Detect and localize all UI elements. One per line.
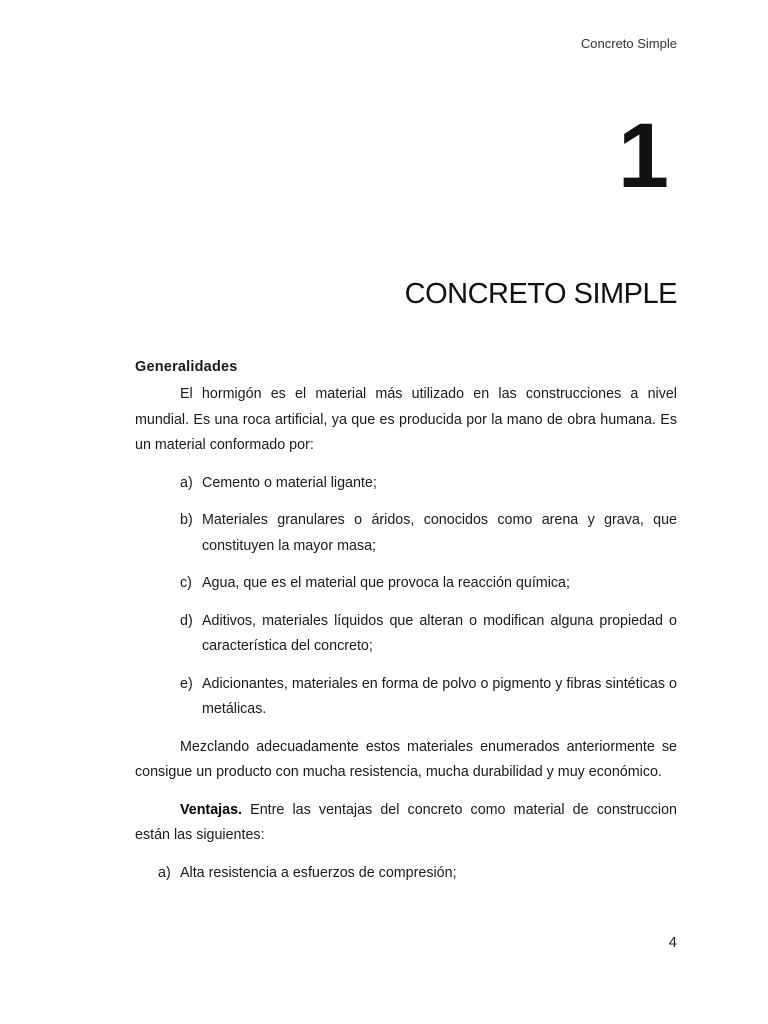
list-item-text: Alta resistencia a esfuerzos de compresión; <box>180 864 457 881</box>
list-item <box>135 609 677 660</box>
chapter-title: CONCRETO SIMPLE <box>404 278 677 310</box>
components-list <box>135 471 677 723</box>
running-header: Concreto Simple <box>580 36 677 51</box>
mixing-paragraph: Mezclando adecuadamente estos materiales enumerados anteriormente se consigue un producto con mucha resistencia, mucha durabilidad y muy económico. <box>135 738 677 780</box>
chapter-number: 1 <box>617 105 669 207</box>
list-item-text: Materiales granulares o áridos, conocidos como arena y grava, que constituyen la mayor masa; <box>202 512 677 554</box>
list-marker: b) <box>180 512 193 528</box>
list-item-text: Cemento o material ligante; <box>202 474 377 491</box>
advantages-label: Ventajas. <box>180 801 242 818</box>
list-marker: a) <box>158 864 171 881</box>
list-item <box>135 571 677 597</box>
list-marker: e) <box>180 675 193 692</box>
list-item-text: Aditivos, materiales líquidos que alteran o modifican alguna propiedad o característica del concreto; <box>202 612 677 654</box>
advantages-paragraph <box>135 798 677 849</box>
list-marker: d) <box>180 612 193 629</box>
list-item-text: Adicionantes, materiales en forma de polvo o pigmento y fibras sintéticas o metálicas. <box>202 675 677 717</box>
section-heading: Generalidades <box>135 359 238 375</box>
list-item <box>135 471 677 497</box>
body-content <box>135 356 677 886</box>
list-marker: a) <box>180 474 193 491</box>
advantages-text: Entre las ventajas del concreto como material de construccion están las siguientes: <box>135 801 677 843</box>
list-item <box>135 508 677 559</box>
advantages-list <box>135 861 677 887</box>
list-item <box>135 861 677 887</box>
list-marker: c) <box>180 575 192 591</box>
list-item <box>135 672 677 723</box>
page-number: 4 <box>668 934 677 951</box>
intro-paragraph: El hormigón es el material más utilizado en las construcciones a nivel mundial. Es una roca artificial, ya que es producida por la mano de obra humana. Es un material conformado por: <box>135 386 677 453</box>
list-item-text: Agua, que es el material que provoca la reacción química; <box>202 575 570 591</box>
